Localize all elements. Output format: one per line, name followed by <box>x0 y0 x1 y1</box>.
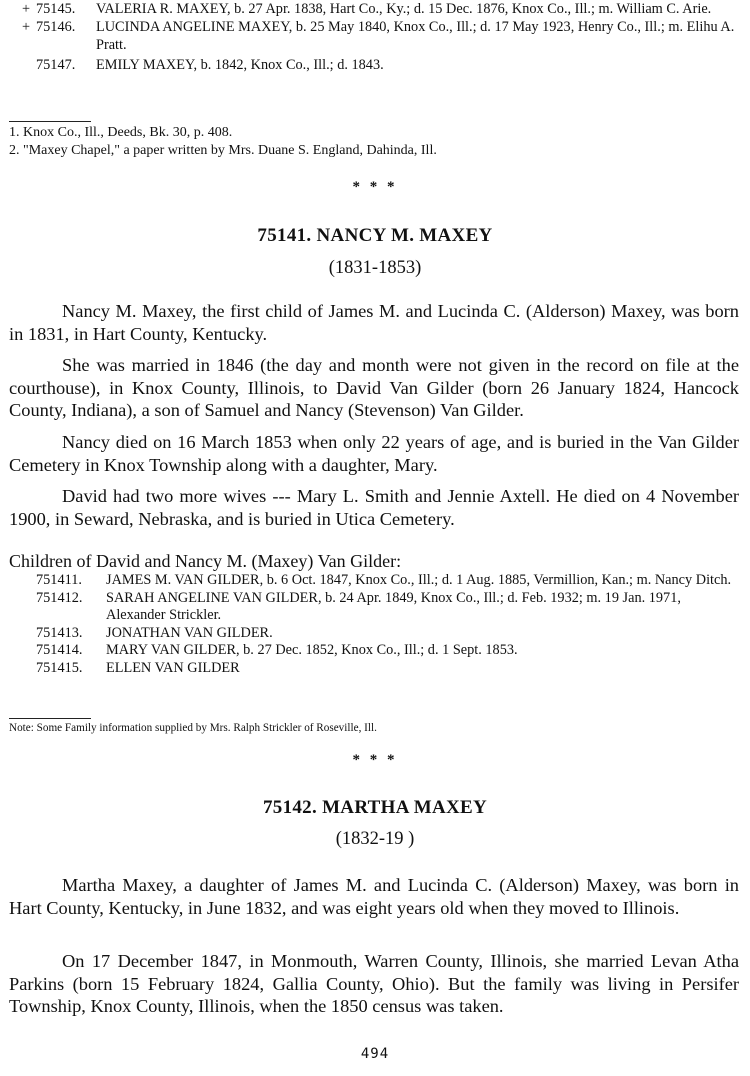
source-note: Note: Some Family information supplied by Mrs. Ralph Strickler of Roseville, Ill. <box>9 722 377 734</box>
list-item <box>22 0 740 18</box>
section-heading: 75141. NANCY M. MAXEY <box>257 225 493 246</box>
note-divider <box>9 718 91 719</box>
section-heading: 75142. MARTHA MAXEY <box>262 797 488 818</box>
footnotes <box>9 124 437 160</box>
child-entry: MARY VAN GILDER, b. 27 Dec. 1852, Knox Co., Ill.; d. 1 Sept. 1853. <box>106 642 518 658</box>
paragraph: She was married in 1846 (the day and month were not given in the record on file at the courthouse), in Knox County, Illinois, to David Van Gilder (born 26 January 1824, Hancock County, Indiana), a son of Samuel and Nancy (Stevenson) Van Gilder. <box>9 355 739 420</box>
child-entry: JAMES M. VAN GILDER, b. 6 Oct. 1847, Knox Co., Ill.; d. 1 Aug. 1885, Vermillion, Kan.; m. Nancy Ditch. <box>106 572 732 588</box>
child-entry: LUCINDA ANGELINE MAXEY, b. 25 May 1840, Knox Co., Ill.; d. 17 May 1923, Henry Co., Ill.; m. Elihu A. Pratt. <box>96 19 735 53</box>
paragraph: David had two more wives --- Mary L. Smith and Jennie Axtell. He died on 4 November 1900, in Seward, Nebraska, and is buried in Utica Cemetery. <box>9 486 739 529</box>
child-entry: ELLEN VAN GILDER <box>106 659 240 676</box>
list-item <box>36 572 740 590</box>
paragraph: On 17 December 1847, in Monmouth, Warren County, Illinois, she married Levan Atha Parkins (born 15 February 1824, Gallia County, Ohio). But the family was living in Persifer Township, Knox County, Illinois, when the 1850 census was taken. <box>9 951 739 1016</box>
child-entry: VALERIA R. MAXEY, b. 27 Apr. 1838, Hart Co., Ky.; d. 15 Dec. 1876, Knox Co., Ill.; m. William C. Arie. <box>96 1 712 17</box>
page-number: 494 <box>360 1046 390 1062</box>
section-dates: (1831-1853) <box>328 258 422 278</box>
child-entry: JONATHAN VAN GILDER. <box>106 624 273 641</box>
list-item <box>36 590 740 625</box>
paragraph: Nancy M. Maxey, the first child of James M. and Lucinda C. (Alderson) Maxey, was born in 1831, in Hart County, Kentucky. <box>9 301 739 344</box>
has-descendants-marker: + <box>22 19 31 35</box>
has-descendants-marker: + <box>22 1 31 17</box>
children-intro: Children of David and Nancy M. (Maxey) Van Gilder: <box>9 551 402 571</box>
has-descendants-marker <box>22 56 36 74</box>
child-number: 751415. <box>36 659 83 676</box>
section-dates: (1832-19 ) <box>335 829 415 849</box>
section-separator: * * * <box>352 179 398 195</box>
child-entry: EMILY MAXEY, b. 1842, Knox Co., Ill.; d. 1843. <box>96 57 384 73</box>
footnote: 2. "Maxey Chapel," a paper written by Mrs. Duane S. England, Dahinda, Ill. <box>9 143 437 158</box>
child-number: 75146. <box>36 19 76 35</box>
list-item <box>22 56 740 74</box>
paragraph: Nancy died on 16 March 1853 when only 22 years of age, and is buried in the Van Gilder Cemetery in Knox Township along with a daughter, Mary. <box>9 432 739 475</box>
section-separator: * * * <box>352 752 398 768</box>
list-item <box>36 660 740 678</box>
child-number: 751412. <box>36 589 83 606</box>
footnote: 1. Knox Co., Ill., Deeds, Bk. 30, p. 408. <box>9 125 233 140</box>
child-number: 751413. <box>36 624 83 641</box>
list-item <box>22 18 740 54</box>
child-number: 751414. <box>36 642 83 658</box>
footnote-divider <box>9 121 91 122</box>
children-list <box>36 572 740 677</box>
child-entry: SARAH ANGELINE VAN GILDER, b. 24 Apr. 1849, Knox Co., Ill.; d. Feb. 1932; m. 19 Jan. 1971, Alexander Strickler. <box>106 589 681 623</box>
child-number: 75147. <box>36 57 76 73</box>
list-item <box>36 642 740 660</box>
continued-children-list <box>22 0 740 74</box>
list-item <box>36 625 740 643</box>
child-number: 751411. <box>36 572 82 588</box>
child-number: 75145. <box>36 1 76 17</box>
paragraph: Martha Maxey, a daughter of James M. and Lucinda C. (Alderson) Maxey, was born in Hart County, Kentucky, in June 1832, and was eight years old when they moved to Illinois. <box>9 875 739 918</box>
